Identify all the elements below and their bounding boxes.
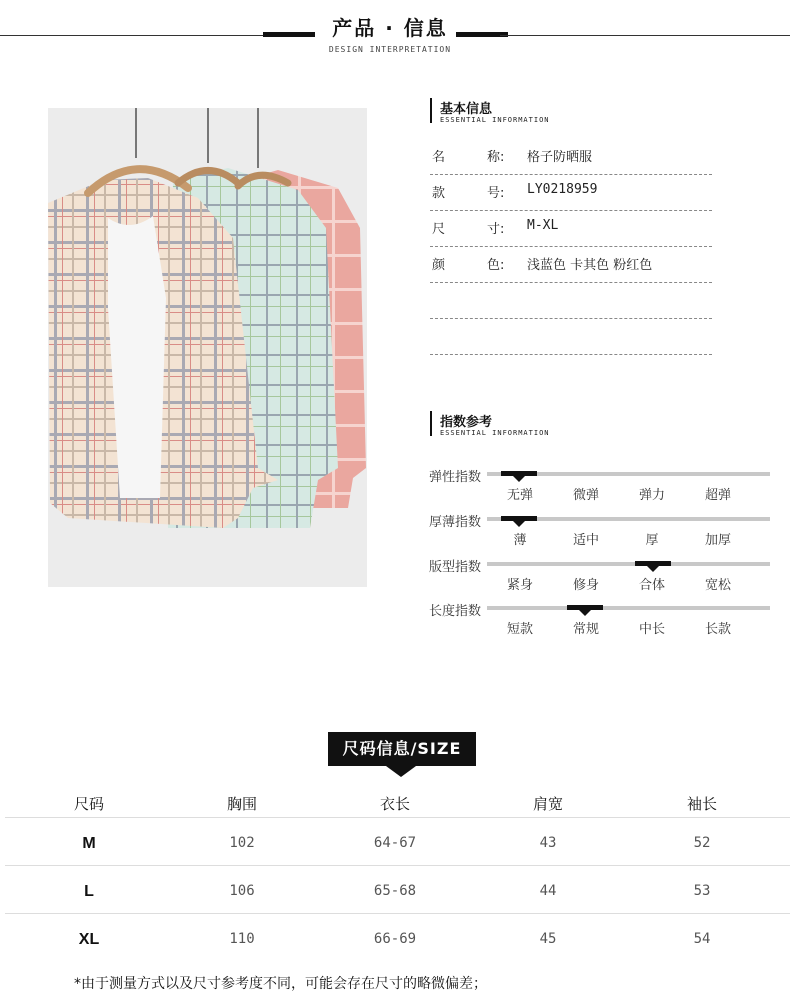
index-label: 厚薄指数	[429, 515, 482, 530]
product-photo	[48, 108, 367, 587]
info-row-empty	[430, 282, 712, 319]
size-title-pointer	[386, 766, 416, 777]
index-option: 修身	[572, 578, 599, 593]
table-cell: 45	[539, 931, 557, 947]
index-track	[487, 562, 770, 566]
index-ref-title: 指数参考	[440, 415, 493, 430]
index-option: 合体	[638, 578, 665, 593]
table-cell: 54	[693, 931, 711, 947]
table-cell: 65-68	[373, 883, 417, 899]
info-row-name	[430, 138, 712, 175]
basic-info-subtitle: ESSENTIAL INFORMATION	[440, 116, 550, 124]
info-row-size	[430, 210, 712, 247]
index-option: 紧身	[506, 578, 533, 593]
index-option: 超弹	[704, 488, 731, 503]
index-option: 弹力	[638, 488, 665, 503]
index-track	[487, 517, 770, 521]
table-cell: M	[82, 835, 96, 852]
size-column-header: 尺码	[73, 795, 104, 813]
index-marker	[501, 471, 537, 476]
info-label-a: 尺	[432, 222, 446, 237]
size-column-header: 肩宽	[532, 795, 563, 813]
index-marker	[635, 561, 671, 566]
header-line-left	[0, 35, 286, 36]
table-divider	[5, 865, 790, 866]
table-cell: L	[84, 883, 94, 900]
size-column-header: 衣长	[379, 795, 410, 813]
table-cell: 53	[693, 883, 711, 899]
table-cell: 102	[229, 835, 255, 851]
index-option: 厚	[645, 533, 659, 548]
index-option: 微弹	[572, 488, 599, 503]
page-title: 产品 · 信息	[332, 16, 448, 40]
size-section-title: 尺码信息/SIZE	[328, 732, 476, 766]
index-option: 常规	[572, 622, 599, 637]
info-label-b: 色:	[487, 258, 505, 273]
page-subtitle: DESIGN INTERPRETATION	[328, 45, 452, 54]
table-cell: 64-67	[373, 835, 417, 851]
table-cell: 44	[539, 883, 557, 899]
index-option: 加厚	[704, 533, 731, 548]
index-option: 中长	[638, 622, 665, 637]
index-label: 版型指数	[429, 560, 482, 575]
info-row-color	[430, 246, 712, 283]
table-cell: 52	[693, 835, 711, 851]
table-divider	[5, 817, 790, 818]
header-line-right	[500, 35, 790, 36]
index-label: 长度指数	[429, 604, 482, 619]
info-value: LY0218959	[527, 182, 598, 197]
basic-info-bar	[430, 98, 432, 123]
info-value: M-XL	[527, 218, 559, 233]
info-value: 格子防晒服	[527, 150, 593, 165]
index-option: 宽松	[704, 578, 731, 593]
index-option: 适中	[572, 533, 599, 548]
size-column-header: 袖长	[686, 795, 717, 813]
info-label-a: 名	[432, 150, 446, 165]
info-row-empty	[430, 318, 712, 355]
index-label: 弹性指数	[429, 470, 482, 485]
table-divider	[5, 913, 790, 914]
index-option: 无弹	[506, 488, 533, 503]
index-option: 短款	[506, 622, 533, 637]
index-track	[487, 472, 770, 476]
index-track	[487, 606, 770, 610]
table-cell: 43	[539, 835, 557, 851]
index-ref-bar	[430, 411, 432, 436]
index-marker	[567, 605, 603, 610]
table-cell: 66-69	[373, 931, 417, 947]
index-option: 长款	[704, 622, 731, 637]
size-column-header: 胸围	[226, 795, 257, 813]
info-label-b: 号:	[487, 186, 505, 201]
index-marker	[501, 516, 537, 521]
info-label-b: 寸:	[487, 222, 505, 237]
table-cell: XL	[78, 931, 100, 948]
info-label-a: 款	[432, 186, 446, 201]
table-cell: 110	[229, 931, 255, 947]
size-note: *由于测量方式以及尺寸参考度不同，可能会存在尺寸的略微偏差；	[74, 976, 487, 992]
info-row-style	[430, 174, 712, 211]
basic-info-title: 基本信息	[440, 102, 493, 117]
info-label-a: 颜	[432, 258, 446, 273]
index-option: 薄	[513, 533, 527, 548]
info-label-b: 称:	[487, 150, 505, 165]
table-cell: 106	[229, 883, 255, 899]
info-value: 浅蓝色 卡其色 粉红色	[527, 258, 653, 273]
index-ref-subtitle: ESSENTIAL INFORMATION	[440, 429, 550, 437]
